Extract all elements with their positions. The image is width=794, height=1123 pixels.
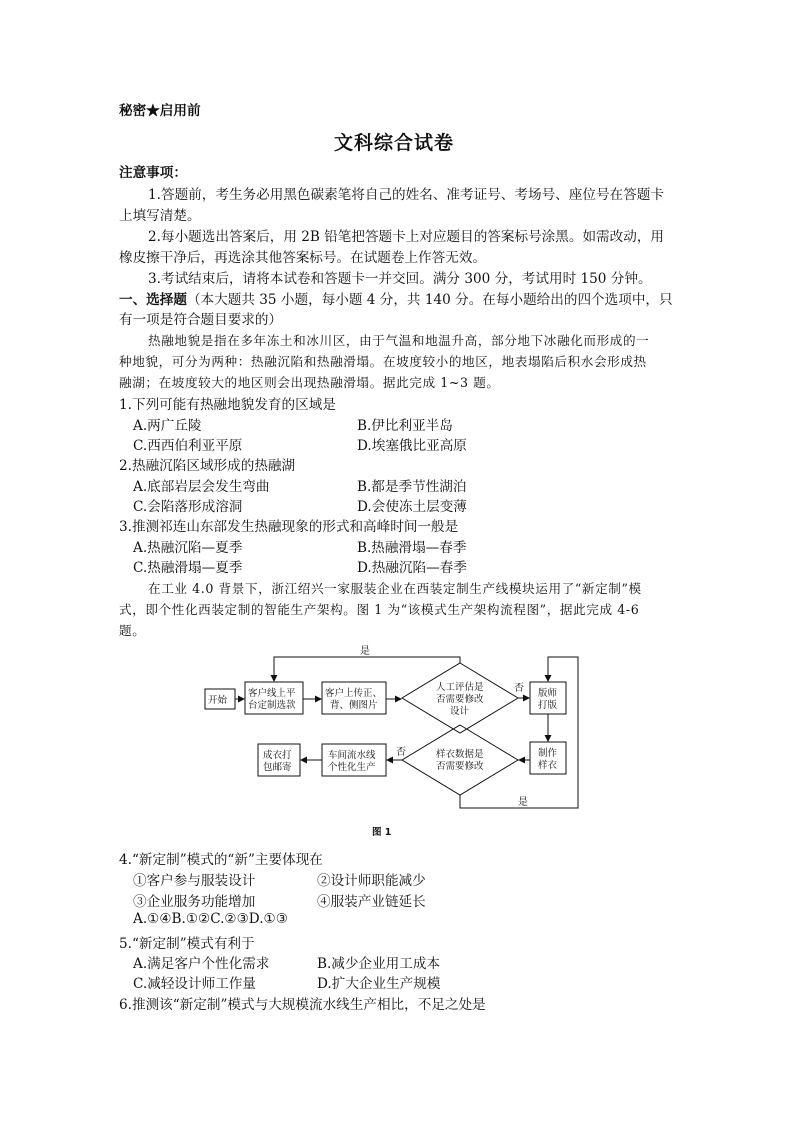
question-4-stem: 4.“新定制”模式的“新”主要体现在 xyxy=(119,852,323,868)
passage-2-line-3: 题。 xyxy=(119,623,146,638)
diamond-sample-data xyxy=(402,725,518,795)
question-4-statement-1: ①客户参与服装设计 xyxy=(133,873,256,889)
passage-2-line-2: 式，即个性化西装定制的智能生产架构。图 1 为“该模式生产架构流程图”，据此完成 4-6 xyxy=(119,602,640,617)
diagram-no-left: 否 xyxy=(396,747,406,758)
diagram-box4-line-1: 制作 xyxy=(538,748,558,759)
section-1-desc-line-2: 有一项是符合题目要求的） xyxy=(119,312,283,328)
diagram-diamond2-line-1: 样衣数据是 xyxy=(436,749,484,760)
diagram-diamond1-line-2: 否需要修改 xyxy=(436,694,484,705)
question-1-option-c: C.西西伯利亚平原 xyxy=(133,438,243,454)
question-3-option-c: C.热融滑塌—夏季 xyxy=(133,560,243,576)
diagram-no-right: 否 xyxy=(514,683,524,694)
notice-item-3: 3.考试结束后，请将本试卷和答题卡一并交回。满分 300 分，考试用时 150 分钟。 xyxy=(148,271,652,287)
notice-item-1-line-2: 上填写清楚。 xyxy=(119,208,201,224)
diagram-diamond1-line-1: 人工评估是 xyxy=(436,682,484,693)
diagram-box3-line-2: 打版 xyxy=(538,700,558,711)
question-2-stem: 2.热融沉陷区域形成的热融湖 xyxy=(119,458,296,474)
notice-item-2-line-2: 橡皮擦干净后，再选涂其他答案标号。在试题卷上作答无效。 xyxy=(119,250,487,266)
diagram-box2-line-1: 客户上传正、 xyxy=(325,688,383,699)
diagram-box6-line-1: 成衣打 xyxy=(263,750,292,761)
question-2-option-b: B.都是季节性湖泊 xyxy=(357,479,467,495)
question-4-statement-4: ④服装产业链延长 xyxy=(317,894,426,910)
diagram-yes-bottom: 是 xyxy=(518,797,528,808)
diagram-box5-line-2: 个性化生产 xyxy=(328,762,376,773)
diagram-box3-line-1: 版师 xyxy=(538,688,558,699)
diagram-caption: 图 1 xyxy=(372,827,392,838)
diagram-box4-line-2: 样衣 xyxy=(538,760,558,771)
question-5-option-c: C.减轻设计师工作量 xyxy=(133,976,256,992)
question-6-stem: 6.推测该“新定制”模式与大规模流水线生产相比，不足之处是 xyxy=(119,997,486,1013)
diagram-diamond1-line-3: 设计 xyxy=(450,706,470,717)
passage-1-line-3: 融湖；在坡度较大的地区则会出现热融滑塌。据此完成 1~3 题。 xyxy=(119,375,500,390)
question-3-option-b: B.热融滑塌—春季 xyxy=(357,540,467,556)
question-3-option-a: A.热融沉陷—夏季 xyxy=(133,540,243,556)
question-3-stem: 3.推测祁连山东部发生热融现象的形式和高峰时间一般是 xyxy=(119,519,459,535)
diagram-yes-top: 是 xyxy=(360,646,370,657)
notice-item-1-line-1: 1.答题前，考生务必用黑色碳素笔将自己的姓名、准考证号、考场号、座位号在答题卡 xyxy=(148,187,664,203)
diagram-box6-line-2: 包邮寄 xyxy=(263,762,292,773)
page-title: 文科综合试卷 xyxy=(334,132,455,154)
diagram-box1-line-2: 台定制选款 xyxy=(248,700,296,711)
section-1-heading xyxy=(119,288,673,308)
passage-1-line-2: 种地貌，可分为两种：热融沉陷和热融滑塌。在坡度较小的地区，地表塌陷后积水会形成热 xyxy=(119,354,647,369)
section-1-label: 一、选择题 xyxy=(119,292,187,308)
passage-1-line-1: 热融地貌是指在多年冻土和冰川区，由于气温和地温升高，部分地下冰融化而形成的一 xyxy=(148,333,650,348)
diagram-start-label: 开始 xyxy=(208,695,228,706)
question-4-statement-2: ②设计师职能减少 xyxy=(317,873,426,889)
question-2-option-c: C.会陷落形成溶洞 xyxy=(133,499,243,515)
question-1-stem: 1.下列可能有热融地貌发育的区域是 xyxy=(119,397,336,413)
question-4-choices: A.①④B.①②C.②③D.①③ xyxy=(133,911,288,927)
flowchart-diagram xyxy=(200,645,590,845)
diagram-box1-line-1: 客户线上平 xyxy=(248,688,296,699)
question-2-option-d: D.会使冻土层变薄 xyxy=(357,499,467,515)
question-5-option-a: A.满足客户个性化需求 xyxy=(133,956,270,972)
question-5-option-d: D.扩大企业生产规模 xyxy=(317,976,441,992)
diagram-box2-line-2: 背、侧图片 xyxy=(330,700,378,711)
question-1-option-b: B.伊比利亚半岛 xyxy=(357,418,453,434)
secret-label: 秘密★启用前 xyxy=(119,103,201,119)
passage-2-line-1: 在工业 4.0 背景下，浙江绍兴一家服装企业在西装定制生产线模块运用了“新定制”模 xyxy=(148,581,642,596)
diagram-box5-line-1: 车间流水线 xyxy=(328,750,376,761)
question-5-stem: 5.“新定制”模式有利于 xyxy=(119,936,255,952)
question-4-statement-3: ③企业服务功能增加 xyxy=(133,894,256,910)
diagram-diamond2-line-2: 否需要修改 xyxy=(436,761,484,772)
question-1-option-d: D.埃塞俄比亚高原 xyxy=(357,438,467,454)
question-3-option-d: D.热融沉陷—春季 xyxy=(357,560,467,576)
question-1-option-a: A.两广丘陵 xyxy=(133,418,202,434)
question-5-option-b: B.减少企业用工成本 xyxy=(317,956,441,972)
section-1-desc-line-1: （本大题共 35 小题，每小题 4 分，共 140 分。在每小题给出的四个选项中，只 xyxy=(186,292,673,308)
notice-heading: 注意事项： xyxy=(119,165,187,181)
question-2-option-a: A.底部岩层会发生弯曲 xyxy=(133,479,270,495)
notice-item-2-line-1: 2.每小题选出答案后，用 2B 铅笔把答题卡上对应题目的答案标号涂黑。如需改动，用 xyxy=(148,229,665,245)
